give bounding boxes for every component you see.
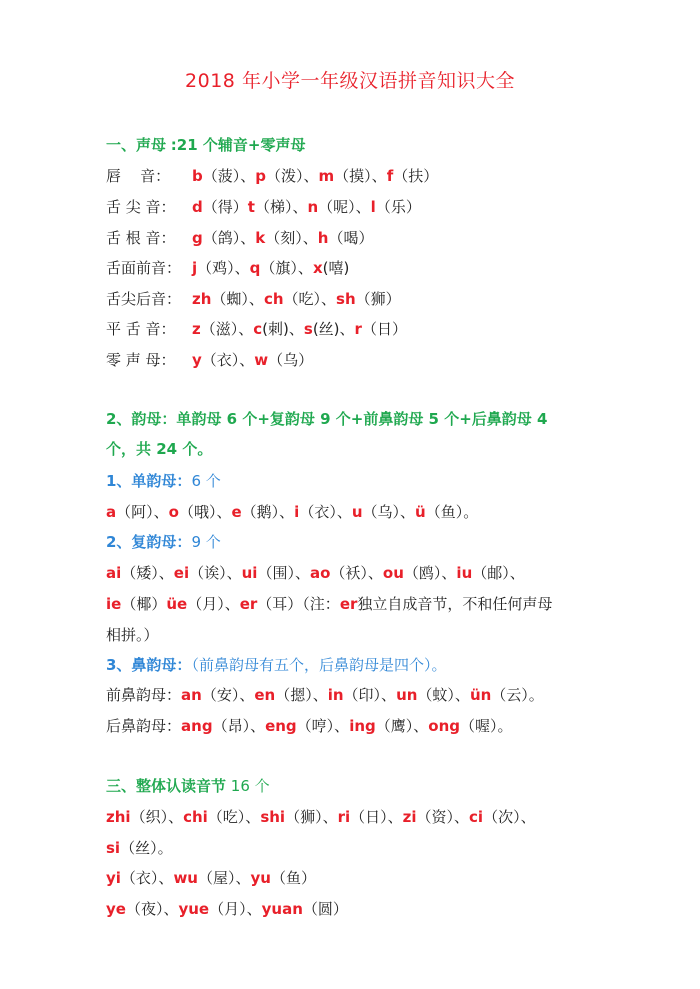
initial-char-0: （衣）、 [201,351,255,369]
initial-char-0: （菠）、 [202,167,256,185]
initial-pinyin-2: x [312,259,323,277]
front-nasal-char-4: （云）。 [491,686,544,704]
single-final-char-3: （衣）、 [299,503,352,521]
back-nasal-pinyin-2: ing [349,717,376,735]
whole-syllable-row [106,806,536,828]
back-nasal-char-0: （昂）、 [212,717,266,735]
initial-pinyin-2: n [307,198,319,216]
syllable-pinyin-2: yu [250,869,271,887]
initial-pinyin-0: g [192,229,203,247]
compound-final-pinyin-3: ao [309,564,331,582]
initial-pinyin-1: w [254,351,269,369]
back-nasal-char-3: （喔）。 [460,717,513,735]
compound-final-char-1: （诶）、 [189,564,242,582]
syllable-pinyin-5: ci [469,808,484,826]
section2-heading-line2 [106,438,212,460]
compound-final-b-pinyin-2: er [239,595,258,613]
section1-heading-detail: :21 个辅音+零声母 [170,136,306,154]
nasal-finals-heading [106,654,446,676]
single-finals-title: 1、单韵母： [106,472,192,490]
initial-char-1: （吃）、 [283,290,337,308]
initial-pinyin-0: z [192,320,201,338]
front-nasal-pinyin-2: in [327,686,344,704]
single-finals-heading [106,470,221,492]
initial-pinyin-0: b [192,167,203,185]
initial-pinyin-1: k [255,229,266,247]
initial-char-3: （乐） [375,198,421,216]
initials-row-label: 零 声 母： [106,351,176,369]
initial-char-2: （呢）、 [318,198,371,216]
single-final-char-0: （阿）、 [116,503,169,521]
single-finals-row [106,501,478,523]
syllable-char-1: （吃）、 [207,808,261,826]
syllable-char-0: （丝）。 [120,839,173,857]
single-final-pinyin-2: e [231,503,242,521]
section2-heading-text: 2、韵母：单韵母 6 个+复韵母 9 个+前鼻韵母 5 个+后鼻韵母 4 [106,410,548,428]
section2-heading-line1 [106,408,547,430]
compound-final-b-char-1: （月）、 [187,595,240,613]
initial-char-1: （乌） [268,351,314,369]
syllable-char-2: （圆） [302,900,348,918]
initial-pinyin-1: c [253,320,263,338]
initial-pinyin-2: h [317,229,329,247]
single-finals-count: 6 个 [191,472,221,490]
compound-final-pinyin-4: ou [382,564,404,582]
initial-char-1: （旗）、 [260,259,313,277]
initial-char-1: （刻）、 [265,229,318,247]
initials-row-label: 舌尖后音： [106,290,182,308]
compound-note-end: 相拼。） [106,626,159,644]
front-nasal-pinyin-3: un [396,686,418,704]
compound-final-b-pinyin-1: üe [166,595,188,613]
initial-pinyin-0: zh [192,290,212,308]
front-nasal-char-3: （蚊）、 [417,686,470,704]
compound-finals-row-2 [106,593,552,615]
initial-char-2: （喝） [328,229,374,247]
syllable-pinyin-1: wu [173,869,198,887]
compound-final-char-5: （邮）、 [472,564,525,582]
initial-char-3: （扶） [393,167,439,185]
section1-heading [106,134,305,156]
front-nasal-char-0: （安）、 [201,686,255,704]
compound-final-pinyin-2: ui [241,564,258,582]
syllable-char-1: （屋）、 [197,869,251,887]
syllable-pinyin-4: zi [402,808,417,826]
initials-row [106,196,421,218]
initials-row-label: 平 舌 音： [106,320,176,338]
initial-char-0: （滋）、 [200,320,254,338]
compound-final-pinyin-5: iu [456,564,473,582]
initials-row-label: 舌 根 音： [106,229,176,247]
compound-final-char-2: （围）、 [257,564,310,582]
initial-pinyin-0: d [192,198,203,216]
initial-char-2: (丝)、 [312,320,355,338]
section3-count: 16 个 [230,777,270,795]
front-nasal-label: 前鼻韵母： [106,686,182,704]
syllable-char-2: （狮）、 [285,808,338,826]
section1-heading-main: 一、声母 [106,136,167,154]
front-nasal-pinyin-0: an [181,686,202,704]
syllable-char-0: （夜）、 [125,900,179,918]
initials-row [106,165,438,187]
initials-row [106,318,407,340]
initial-pinyin-1: q [249,259,261,277]
compound-final-b-char-2: （耳）（注： [257,595,340,613]
initial-char-0: （鸽）、 [202,229,256,247]
section3-heading-text: 三、整体认读音节 [106,777,227,795]
compound-final-pinyin-0: ai [106,564,122,582]
whole-syllable-row [106,867,316,889]
syllable-char-2: （鱼） [270,869,316,887]
front-nasal-pinyin-1: en [254,686,276,704]
syllable-pinyin-0: zhi [106,808,131,826]
single-final-char-5: （鱼）。 [425,503,479,521]
initial-pinyin-2: s [303,320,313,338]
single-final-char-2: （鹅）、 [241,503,295,521]
back-nasal-row [106,715,513,737]
initial-char-1: （梯）、 [254,198,308,216]
initial-char-3: （日） [361,320,407,338]
section3-heading [106,775,270,797]
single-final-pinyin-0: a [106,503,117,521]
compound-final-b-pinyin-0: ie [106,595,122,613]
initial-pinyin-3: r [354,320,362,338]
compound-final-b-char-0: （椰） [121,595,167,613]
single-final-pinyin-4: u [351,503,363,521]
syllable-char-5: （次）、 [483,808,536,826]
compound-finals-title: 2、复韵母： [106,533,192,551]
initials-row [106,227,373,249]
single-final-char-1: （哦）、 [178,503,232,521]
initial-char-0: （鸡）、 [197,259,250,277]
compound-final-pinyin-1: ei [173,564,190,582]
syllable-pinyin-0: ye [106,900,126,918]
compound-finals-row-1 [106,562,525,584]
syllable-pinyin-0: si [106,839,121,857]
initial-pinyin-1: t [247,198,255,216]
front-nasal-row [106,684,544,706]
initial-char-0: （得） [202,198,248,216]
compound-final-b-char-3: 独立自成音节，不和任何声母 [357,595,553,613]
nasal-finals-title: 3、鼻韵母： [106,656,192,674]
compound-final-b-pinyin-3: er [339,595,358,613]
back-nasal-char-2: （鹰）、 [375,717,429,735]
initial-pinyin-3: l [370,198,376,216]
syllable-pinyin-3: ri [337,808,351,826]
syllable-char-0: （衣）、 [120,869,174,887]
initial-char-2: (嘻) [322,259,350,277]
initial-pinyin-0: j [192,259,198,277]
compound-final-char-3: （袄）、 [330,564,383,582]
compound-final-char-4: （鸥）、 [403,564,457,582]
initial-pinyin-0: y [192,351,202,369]
initial-pinyin-1: ch [263,290,284,308]
initial-pinyin-2: sh [336,290,356,308]
single-final-char-4: （乌）、 [362,503,416,521]
compound-finals-note-end [106,624,159,646]
back-nasal-pinyin-3: ong [428,717,460,735]
front-nasal-char-2: （印）、 [343,686,397,704]
compound-finals-count: 9 个 [191,533,221,551]
initials-row-label: 唇 音： [106,167,171,185]
syllable-pinyin-0: yi [106,869,121,887]
syllable-pinyin-1: chi [183,808,208,826]
initial-char-1: (刺)、 [262,320,304,338]
syllable-pinyin-2: yuan [261,900,303,918]
syllable-char-1: （月）、 [209,900,262,918]
whole-syllable-row [106,898,348,920]
section2-heading-text-cont: 个，共 24 个。 [106,440,213,458]
initial-pinyin-1: p [255,167,267,185]
syllable-char-3: （日）、 [350,808,403,826]
syllable-char-0: （织）、 [130,808,184,826]
front-nasal-char-1: （摁）、 [275,686,328,704]
whole-syllable-row [106,837,173,859]
compound-final-char-0: （矮）、 [121,564,174,582]
single-final-pinyin-5: ü [415,503,426,521]
initials-row [106,288,401,310]
initial-char-2: （狮） [355,290,401,308]
back-nasal-char-1: （哼）、 [296,717,350,735]
initials-row [106,349,313,371]
initials-row [106,257,349,279]
back-nasal-pinyin-0: ang [181,717,213,735]
initial-pinyin-3: f [386,167,394,185]
syllable-pinyin-1: yue [178,900,210,918]
back-nasal-pinyin-1: eng [265,717,297,735]
initial-char-2: （摸）、 [334,167,387,185]
front-nasal-pinyin-4: ün [469,686,492,704]
single-final-pinyin-3: i [294,503,300,521]
single-final-pinyin-1: o [168,503,179,521]
initials-row-label: 舌 尖 音： [106,198,176,216]
syllable-pinyin-2: shi [260,808,286,826]
compound-finals-heading [106,531,221,553]
syllable-char-4: （资）、 [416,808,470,826]
page-title: 2018 年小学一年级汉语拼音知识大全 [185,70,515,92]
initial-char-0: （蜘）、 [211,290,264,308]
initials-row-label: 舌面前音： [106,259,182,277]
back-nasal-label: 后鼻韵母： [106,717,182,735]
initial-pinyin-2: m [318,167,335,185]
nasal-finals-desc: （前鼻韵母有五个，后鼻韵母是四个）。 [191,656,447,674]
initial-char-1: （泼）、 [266,167,319,185]
